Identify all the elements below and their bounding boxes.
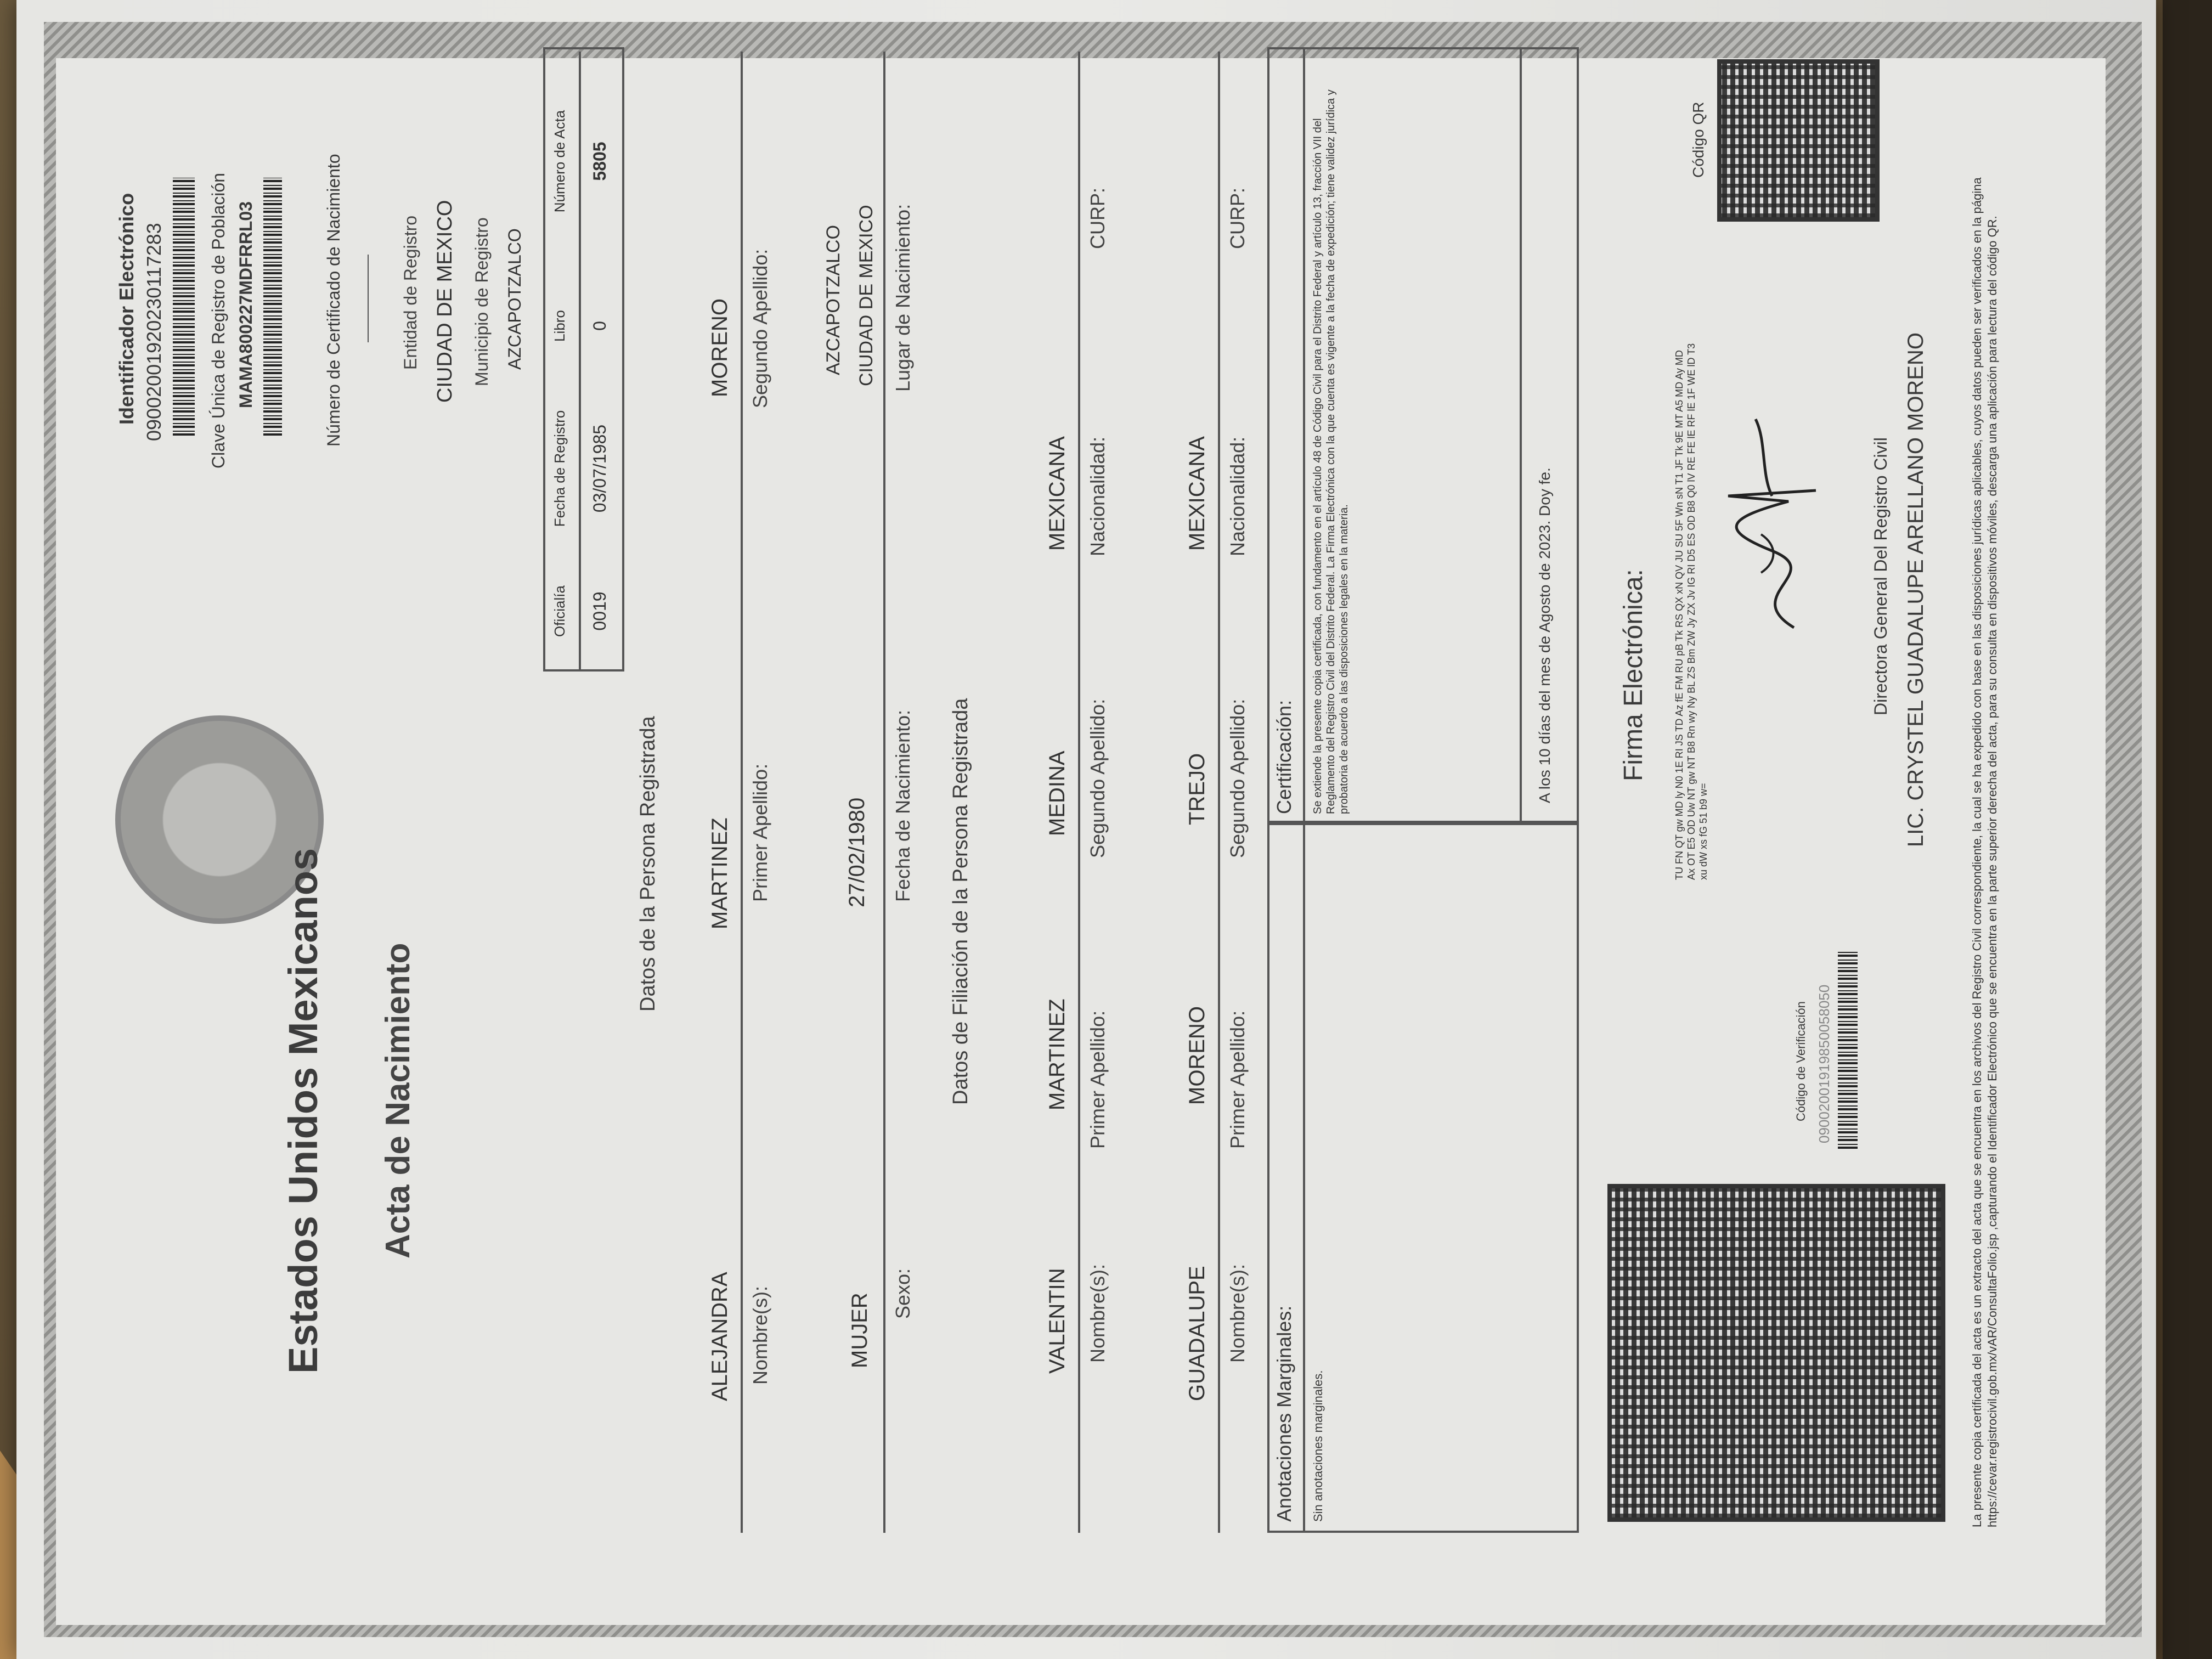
table-header-book: Libro <box>551 310 568 342</box>
table-value-office: 0019 <box>590 591 610 631</box>
electronic-signature-label: Firma Electrónica: <box>1619 569 1648 781</box>
person-birth-place-value-1: AZCAPOTZALCO <box>823 225 844 375</box>
person-name-value: ALEJANDRA <box>708 1272 732 1401</box>
person-sex-value: MUJER <box>848 1293 872 1368</box>
person-row2-line <box>883 52 885 1533</box>
municipality-value: AZCAPOTZALCO <box>505 228 524 370</box>
parent1-curp-label: CURP: <box>1086 187 1109 249</box>
table-value-number: 5805 <box>590 142 610 181</box>
electronic-id-value: 09002001920230117283 <box>143 223 165 441</box>
qr-code-right <box>1717 59 1880 222</box>
curp-barcode <box>263 178 282 436</box>
parent2-second-surname-value: TREJO <box>1185 753 1209 825</box>
curp-value: MAMA800227MDFRRL03 <box>236 201 256 408</box>
person-section-title: Datos de la Persona Registrada <box>636 716 659 1012</box>
parent1-first-surname-value: MARTINEZ <box>1045 998 1069 1110</box>
certification-divider <box>1303 49 1305 825</box>
handwritten-signature-icon <box>1706 408 1838 639</box>
parent1-name-label: Nombre(s): <box>1086 1263 1109 1363</box>
parent1-name-value: VALENTIN <box>1045 1268 1069 1374</box>
parent2-nationality-value: MEXICANA <box>1185 436 1209 551</box>
person-first-surname-value: MARTINEZ <box>708 817 732 929</box>
table-value-book: 0 <box>590 321 610 331</box>
person-second-surname-value: MORENO <box>708 298 732 397</box>
electronic-id-barcode <box>173 178 195 436</box>
verification-code-value: 09002001919850058050 <box>1816 984 1832 1143</box>
director-name: LIC. CRYSTEL GUADALUPE ARELLANO MORENO <box>1904 332 1928 847</box>
parent1-nationality-value: MEXICANA <box>1045 436 1069 551</box>
certification-title: Certificación: <box>1273 699 1295 814</box>
filiation-section-title: Datos de Filiación de la Persona Registrada <box>949 698 972 1105</box>
parent2-nationality-label: Nacionalidad: <box>1226 436 1249 556</box>
document-content <box>16 0 2156 1659</box>
annotations-divider <box>1303 823 1305 1533</box>
country-title: Estados Unidos Mexicanos <box>280 848 326 1374</box>
person-second-surname-label: Segundo Apellido: <box>749 249 771 408</box>
verification-code-label: Código de Verificación <box>1794 1001 1808 1121</box>
curp-label: Clave Única de Registro de Población <box>208 173 228 469</box>
table-header-date: Fecha de Registro <box>551 410 568 527</box>
person-name-label: Nombre(s): <box>749 1285 771 1385</box>
table-edge <box>2163 0 2212 1659</box>
parent1-line <box>1078 52 1080 1533</box>
table-header-number: Número de Acta <box>551 110 568 213</box>
parent2-name-value: GUADALUPE <box>1185 1266 1209 1401</box>
parent2-first-surname-label: Primer Apellido: <box>1226 1010 1249 1149</box>
person-row1-line <box>741 52 743 1533</box>
parent1-nationality-label: Nacionalidad: <box>1086 436 1109 556</box>
certification-date: A los 10 días del mes de Agosto de 2023. Doy fe. <box>1536 467 1553 803</box>
parent2-line <box>1218 52 1220 1533</box>
parent2-first-surname-value: MORENO <box>1185 1006 1209 1105</box>
annotations-title: Anotaciones Marginales: <box>1273 1305 1295 1522</box>
electronic-signature-string: TU FN QT gw MD ly N0 1E RI JS TD Az fE FM RU pB Tk RS QX xN QV JU SU 5F Wn sN T1 JF Tk 9E MT A5 MD Ay MD Ax OT E5 OD Uw NT gw NT B8 Rn wy Ny BL ZS Bm ZW Jy ZX Jv IG RI D5 ES OD B8 Q0 lV RE FE lE RF lE 1F WE lD T3 xu dW xs fG 51 b9 w= <box>1674 343 1709 880</box>
birth-certificate-paper <box>16 0 2156 1659</box>
parent1-first-surname-label: Primer Apellido: <box>1086 1010 1109 1149</box>
table-header-office: Oficialía <box>551 585 568 637</box>
person-first-surname-label: Primer Apellido: <box>749 763 771 902</box>
person-sex-label: Sexo: <box>891 1268 914 1319</box>
entity-value: CIUDAD DE MEXICO <box>433 200 456 403</box>
annotations-text: Sin anotaciones marginales. <box>1311 1370 1325 1522</box>
birth-cert-label: Número de Certificado de Nacimiento <box>324 154 343 447</box>
table-divider <box>579 52 581 672</box>
person-birth-place-value-2: CIUDAD DE MEXICO <box>856 205 877 386</box>
parent2-second-surname-label: Segundo Apellido: <box>1226 698 1249 858</box>
parent1-second-surname-value: MEDINA <box>1045 751 1069 836</box>
municipality-label: Municipio de Registro <box>472 217 492 386</box>
electronic-id-label: Identificador Electrónico <box>115 193 138 425</box>
certification-date-divider <box>1520 49 1522 825</box>
qr-code-left <box>1607 1184 1945 1522</box>
parent1-second-surname-label: Segundo Apellido: <box>1086 698 1109 858</box>
parent2-name-label: Nombre(s): <box>1226 1263 1249 1363</box>
parent2-curp-label: CURP: <box>1226 187 1249 249</box>
person-birth-date-label: Fecha de Nacimiento: <box>891 709 914 902</box>
certification-text: Se extiende la presente copia certificada, con fundamento en el artículo 48 de Código Civil para el Distrito Federal y artículo 13, fracción VII del Reglamento del Registro Civil del Distrito Federal. La Firma Electrónica con la que cuenta es vigente a la fecha de expedición; tiene validez jurídica y probatoria de acuerdo a las disposiciones legales en la materia. <box>1312 89 1350 814</box>
director-title: Directora General Del Registro Civil <box>1871 437 1891 715</box>
birth-cert-underline <box>368 255 369 342</box>
table-value-date: 03/07/1985 <box>590 424 610 513</box>
document-title: Acta de Nacimiento <box>379 943 417 1259</box>
person-birth-place-label: Lugar de Nacimiento: <box>891 204 914 392</box>
qr-code-label: Código QR <box>1690 101 1707 178</box>
person-birth-date-value: 27/02/1980 <box>845 797 869 907</box>
entity-label: Entidad de Registro <box>400 215 420 370</box>
footer-legal-text: La presente copia certificada del acta es un extracto del acta que se encuentra en los archivos del Registro Civil correspondiente, la cual se ha expedido con base en las disposiciones jurídicas aplicables, cuyos datos pueden ser verificados en la página https://cevar.registrocivil.gob.mx/vAR/ConsultaFolio.jsp ,capturando el Identificador Electrónico que se encuentra en la parte superior derecha del acta, para su consulta en dispositivos móviles, descarga una aplicación para lectura del código QR. <box>1970 177 1999 1527</box>
verification-barcode <box>1838 951 1858 1149</box>
